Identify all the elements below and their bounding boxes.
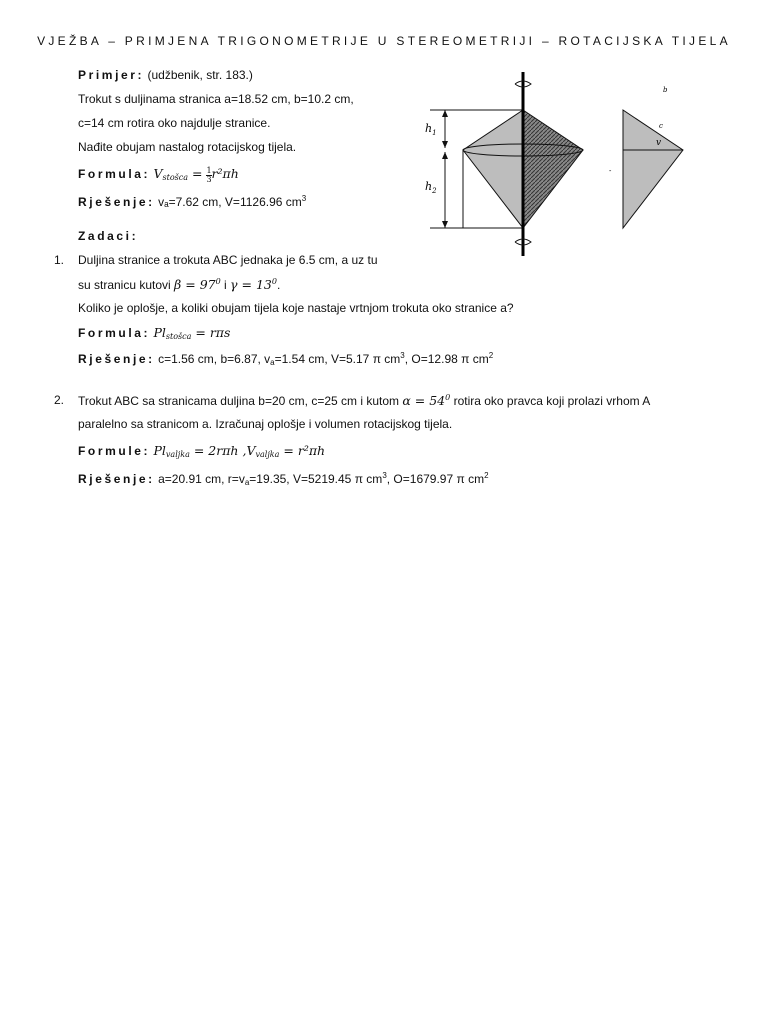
page-title: VJEŽBA – PRIMJENA TRIGONOMETRIJE U STEREOMETRIJI – ROTACIJSKA TIJELA (37, 34, 731, 48)
task1-solution-label: Rješenje: (78, 352, 155, 366)
label-h1: $h_1$ (425, 122, 437, 137)
example-solution: Rješenje: vₐ=7.62 cm, V=1126.96 $cm^3$ (78, 194, 307, 209)
example-line-1: Trokut s duljinama stranica a=18.52 cm, b=10.2 cm, (78, 92, 354, 106)
task2-line-1: Trokut ABC sa stranicama duljina b=20 cm, c=25 cm i kutom $\alpha = 54^0$ rotira oko pravca koji prolazi vrhom A (78, 393, 651, 408)
tasks-heading: Zadaci: (78, 229, 139, 243)
example-formula-label: Formula: (78, 167, 151, 181)
task1-line-3: Koliko je oplošje, a koliki obujam tijela koje nastaje vrtnjom trokuta oko stranice a? (78, 301, 514, 315)
example-formula-expr: $V_{stošca}$ = $\frac{1}{3}$ r²πh (153, 166, 239, 184)
alpha-expr: $\alpha = 54^0$ (402, 393, 451, 408)
task1-line-1: Duljina stranice a trokuta ABC jednaka je 6.5 cm, a uz tu (78, 253, 378, 267)
label-b: b (663, 86, 668, 94)
rotation-solid-figure (415, 70, 695, 260)
fraction-one-third: $\frac{1}{3}$ (206, 166, 212, 184)
task2-solution: Rješenje: a=20.91 cm, $r=v_a=19.35$, V=5219.45 π $cm^3$, O=1679.97 π $cm^2$ (78, 471, 489, 487)
task2-number: 2. (54, 393, 65, 407)
label-dash: - (609, 167, 612, 175)
task1-formula-expr: $Pl_{stošca} = r\pi s$ (153, 325, 231, 341)
example-heading: Primjer: (78, 68, 145, 82)
example-line-3: Nađite obujam nastalog rotacijskog tijela. (78, 140, 297, 154)
label-c: c (659, 122, 663, 130)
cone-right-half (523, 110, 583, 228)
task1-number: 1. (54, 253, 65, 267)
example-heading-line (78, 68, 253, 82)
gamma-expr: $\gamma = 13^0$ (230, 277, 277, 292)
task1-formula-label: Formula: (78, 326, 151, 340)
task1-formula (78, 325, 230, 341)
task2-formula (78, 443, 325, 459)
label-v: v (656, 138, 662, 148)
task2-solution-label: Rješenje: (78, 472, 155, 486)
example-formula (78, 166, 239, 184)
example-solution-label: Rješenje: (78, 195, 155, 209)
example-source: (udžbenik, str. 183.) (144, 68, 253, 82)
task2-formula-label: Formule: (78, 444, 151, 458)
task2-formula-expr: $Pl_{valjka} = 2r\pi h$ $,V_{valjka} = r^2\pi h$ (153, 443, 326, 459)
label-h2: $h_2$ (425, 180, 437, 195)
generating-triangle (623, 110, 683, 228)
task1-solution: Rješenje: c=1.56 cm, b=6.87, $v_a=1.54$ cm, V=5.17 π $cm^3$, O=12.98 π $cm^2$ (78, 351, 494, 367)
dimension-arrows (442, 110, 448, 228)
task1-line-2: su stranicu kutovi $\beta = 97^0$ i $\gamma = 13^0$. (78, 277, 281, 292)
example-line-2: c=14 cm rotira oko najdulje stranice. (78, 116, 271, 130)
cone-left-half (463, 110, 523, 228)
beta-expr: $\beta = 97^0$ (174, 277, 221, 292)
task2-line-2: paralelno sa stranicom a. Izračunaj oplošje i volumen rotacijskog tijela. (78, 417, 453, 431)
